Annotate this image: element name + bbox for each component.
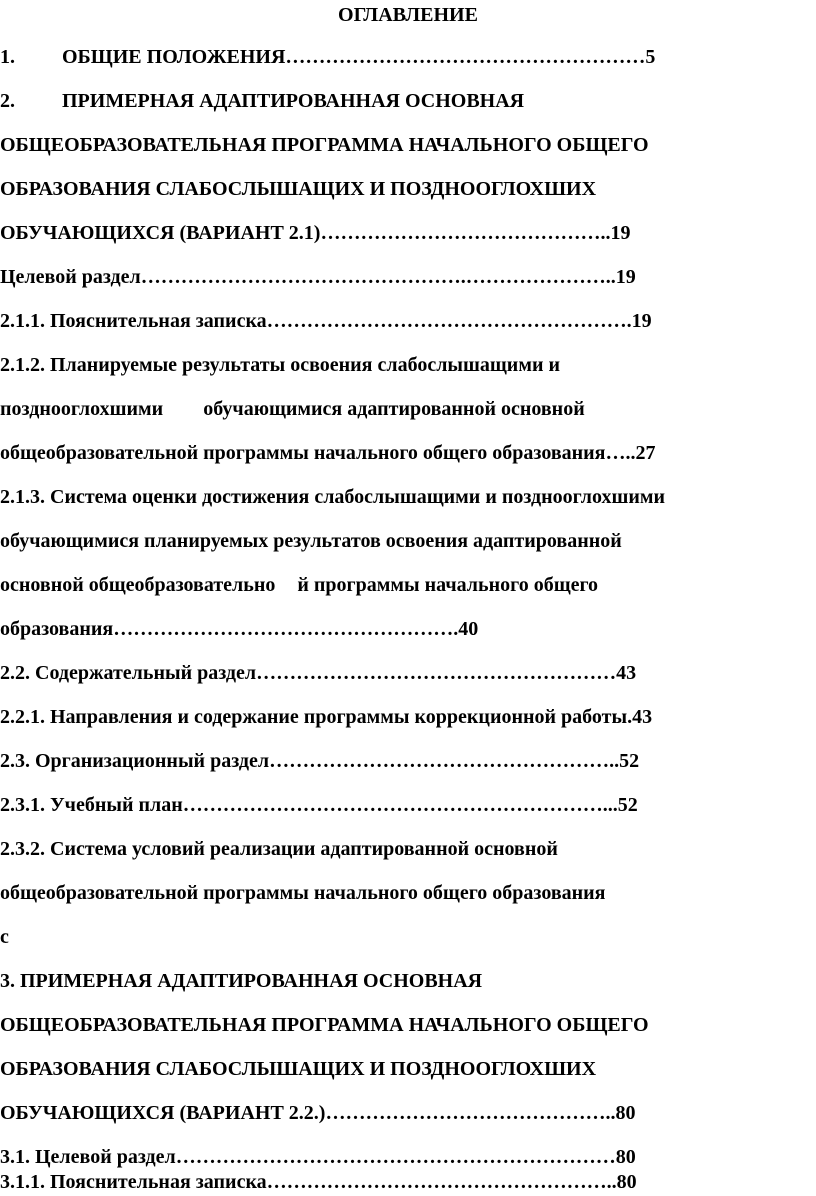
toc-entry-2-3-2-line-1: 2.3.2. Система условий реализации адаптированной основной: [0, 838, 558, 860]
toc-entry-section-3-line-3: ОБРАЗОВАНИЯ СЛАБОСЛЫШАЩИХ И ПОЗДНООГЛОХШИХ: [0, 1058, 597, 1080]
toc-title: ОГЛАВЛЕНИЕ: [338, 4, 478, 26]
text-part: й программы начального общего: [297, 574, 599, 596]
section-number: 1.: [0, 46, 15, 68]
toc-entry-2-3-2-line-2: общеобразовательной программы начального общего образования: [0, 882, 606, 904]
toc-entry-section-3-line-4: ОБУЧАЮЩИХСЯ (ВАРИАНТ 2.2.)……………………………………..80: [0, 1102, 636, 1124]
text-part: позднооглохшими: [0, 398, 164, 420]
toc-entry-target-section: Целевой раздел………………………………………….…………………..19: [0, 266, 636, 288]
toc-entry-section-2-line-1: [0, 89, 524, 113]
toc-entry-section-1: [0, 45, 655, 69]
toc-entry-section-2-line-3: ОБРАЗОВАНИЯ СЛАБОСЛЫШАЩИХ И ПОЗДНООГЛОХШИХ: [0, 178, 597, 200]
toc-entry-2-1-2-line-2: [0, 397, 585, 421]
stray-letter: с: [0, 926, 9, 948]
section-title: ПРИМЕРНАЯ АДАПТИРОВАННАЯ ОСНОВНАЯ: [62, 90, 525, 112]
toc-entry-2-1-3-line-2: обучающимися планируемых результатов освоения адаптированной: [0, 530, 622, 552]
toc-entry-2-1-2-line-3: общеобразовательной программы начального общего образования…..27: [0, 442, 656, 464]
toc-entry-2-2: 2.2. Содержательный раздел………………………………………………43: [0, 662, 637, 684]
section-title: ОБЩИЕ ПОЛОЖЕНИЯ………………………………………………5: [62, 46, 656, 68]
toc-entry-2-1-3-line-1: 2.1.3. Система оценки достижения слабослышащими и позднооглохшими: [0, 486, 666, 508]
toc-entry-2-1-3-line-3: [0, 573, 598, 597]
toc-entry-3-1: 3.1. Целевой раздел…………………………………………………………80: [0, 1146, 636, 1168]
section-number: 2.: [0, 90, 15, 112]
text-part: основной общеобразовательно: [0, 574, 276, 596]
text-part: обучающимися адаптированной основной: [203, 398, 585, 420]
toc-entry-2-1-3-line-4: образования…………………………………………….40: [0, 618, 479, 640]
toc-entry-2-1-2-line-1: 2.1.2. Планируемые результаты освоения слабослышащими и: [0, 354, 560, 376]
toc-entry-section-2-line-2: ОБЩЕОБРАЗОВАТЕЛЬНАЯ ПРОГРАММА НАЧАЛЬНОГО ОБЩЕГО: [0, 134, 649, 156]
toc-entry-2-3-1: 2.3.1. Учебный план………………………………………………………...52: [0, 794, 638, 816]
toc-entry-3-1-1: 3.1.1. Пояснительная записка……………………………………………..80: [0, 1171, 637, 1193]
toc-entry-2-2-1: 2.2.1. Направления и содержание программы коррекционной работы.43: [0, 706, 653, 728]
toc-entry-2-3: 2.3. Организационный раздел……………………………………………..52: [0, 750, 640, 772]
toc-entry-section-2-line-4: ОБУЧАЮЩИХСЯ (ВАРИАНТ 2.1)……………………………………..19: [0, 222, 631, 244]
toc-entry-section-3-line-1: 3. ПРИМЕРНАЯ АДАПТИРОВАННАЯ ОСНОВНАЯ: [0, 970, 483, 992]
toc-entry-2-1-1: 2.1.1. Пояснительная записка……………………………………………….19: [0, 310, 652, 332]
toc-entry-section-3-line-2: ОБЩЕОБРАЗОВАТЕЛЬНАЯ ПРОГРАММА НАЧАЛЬНОГО ОБЩЕГО: [0, 1014, 649, 1036]
